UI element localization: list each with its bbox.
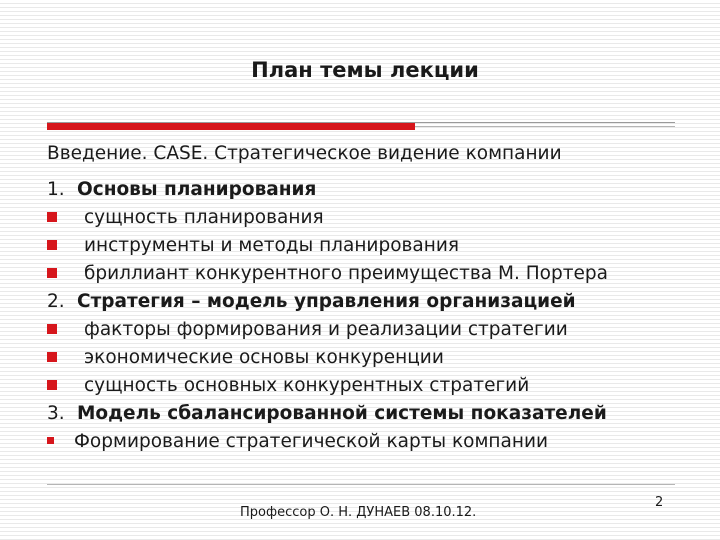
bullet-icon (47, 380, 57, 390)
bullet-icon (47, 352, 57, 362)
list-item (47, 204, 608, 232)
footer-divider (47, 484, 675, 485)
list-item (47, 344, 608, 372)
footer-text: Профессор О. Н. ДУНАЕВ 08.10.12. (240, 505, 477, 520)
bullet-icon (47, 240, 57, 250)
page-number: 2 (655, 495, 664, 510)
list-item (47, 316, 608, 344)
list-item (47, 428, 608, 456)
item-text: Основы планирования (77, 179, 317, 200)
title-accent-bar (47, 123, 415, 130)
item-text: сущность планирования (84, 207, 324, 228)
item-text: факторы формирования и реализации стратегии (84, 319, 568, 340)
item-number: 2. (47, 291, 65, 312)
list-item (47, 288, 608, 316)
list-item (47, 232, 608, 260)
bullet-icon (47, 212, 57, 222)
item-number: 3. (47, 403, 65, 424)
item-text: бриллиант конкурентного преимущества М. Портера (84, 263, 608, 284)
list-item (47, 400, 608, 428)
outline-list (47, 176, 608, 456)
item-text: Стратегия – модель управления организацией (77, 291, 576, 312)
title-divider-secondary (415, 126, 675, 127)
item-text: Формирование стратегической карты компании (74, 431, 548, 452)
bullet-icon (47, 324, 57, 334)
list-item (47, 260, 608, 288)
bullet-icon (47, 268, 57, 278)
list-item (47, 372, 608, 400)
item-number: 1. (47, 179, 65, 200)
list-item (47, 176, 608, 204)
intro-line: Введение. CASE. Стратегическое видение компании (47, 143, 562, 164)
item-text: сущность основных конкурентных стратегий (84, 375, 530, 396)
item-text: инструменты и методы планирования (84, 235, 459, 256)
item-text: Модель сбалансированной системы показателей (77, 403, 607, 424)
item-text: экономические основы конкуренции (84, 347, 444, 368)
square-bullet-icon (47, 437, 54, 444)
slide-title: План темы лекции (251, 58, 479, 82)
